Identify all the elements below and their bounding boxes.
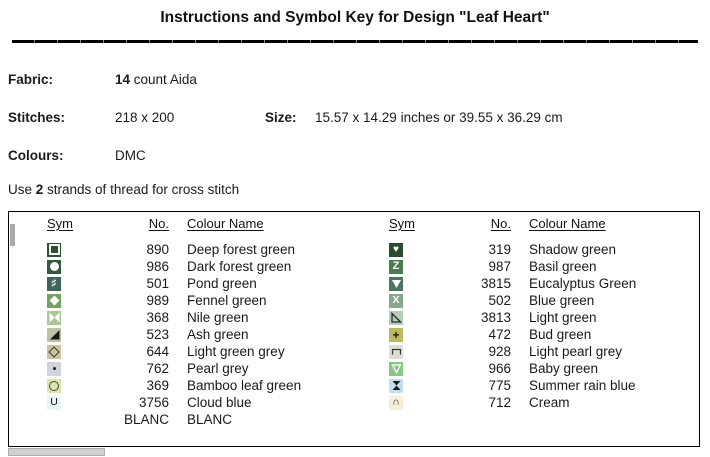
symbol-swatch: [47, 277, 61, 291]
symbol-swatch: [389, 311, 403, 325]
plus-icon: +: [392, 327, 400, 342]
key-row: [371, 360, 699, 377]
sym-header: Sym: [47, 216, 73, 231]
colour-name: Cream: [529, 395, 570, 410]
key-column-left: [9, 212, 371, 446]
stitches-row: [8, 110, 710, 126]
outline-triangle-down-icon: [390, 362, 403, 375]
symbol-swatch: [47, 362, 61, 376]
symbol-swatch: [389, 379, 403, 393]
symbol-swatch: [389, 345, 403, 359]
sharp-sign-icon: ♯: [51, 277, 57, 289]
size-label: Size:: [265, 110, 297, 125]
title-divider: [12, 40, 698, 43]
colour-name: BLANC: [187, 412, 233, 427]
filled-diamond-icon: [51, 297, 58, 304]
symbol-swatch: [389, 243, 403, 257]
outline-diamond-icon: [50, 348, 58, 356]
size-value: 15.57 x 14.29 inches or 39.55 x 36.29 cm: [315, 110, 563, 125]
symbol-swatch: [47, 311, 61, 325]
letter-z-icon: Z: [392, 260, 400, 272]
dmc-number: 987: [488, 259, 511, 274]
fabric-count: 14: [115, 72, 131, 87]
fabric-row: [8, 72, 710, 88]
colour-name-header: Colour Name: [187, 216, 264, 231]
dmc-number: 986: [146, 259, 169, 274]
dmc-number: 712: [488, 395, 511, 410]
dmc-number: 928: [488, 344, 511, 359]
key-header: [9, 216, 371, 233]
symbol-swatch: [47, 294, 61, 308]
symbol-swatch: [47, 260, 61, 274]
key-row: [371, 241, 699, 258]
colour-name: Deep forest green: [187, 242, 296, 257]
hourglass-icon: [390, 379, 403, 392]
colour-name: Baby green: [529, 361, 599, 376]
colours-label: Colours:: [8, 148, 64, 163]
dmc-number: 3756: [138, 395, 169, 410]
colours-value: DMC: [115, 148, 146, 163]
dmc-number: 369: [146, 378, 169, 393]
filled-triangle-br-icon: [48, 328, 61, 341]
key-row: [9, 241, 371, 258]
colour-name: Nile green: [187, 310, 249, 325]
colour-name: Pearl grey: [187, 361, 249, 376]
horizontal-scrollbar-thumb[interactable]: [8, 448, 105, 456]
open-rect-icon: [390, 345, 403, 358]
colour-name: Summer rain blue: [529, 378, 636, 393]
colour-name: Fennel green: [187, 293, 267, 308]
colour-name: Blue green: [529, 293, 595, 308]
heart-icon: ♥: [393, 243, 399, 255]
key-row: [371, 377, 699, 394]
symbol-swatch: [389, 328, 403, 342]
number-header: No.: [490, 216, 511, 231]
note-strand-count: 2: [35, 182, 44, 197]
key-row: [9, 377, 371, 394]
dmc-number: 501: [146, 276, 169, 291]
dmc-number: 775: [488, 378, 511, 393]
key-row: [371, 326, 699, 343]
dmc-number: 319: [488, 242, 511, 257]
dmc-number: 890: [146, 242, 169, 257]
dmc-number: 523: [146, 327, 169, 342]
number-header: No.: [148, 216, 169, 231]
colour-name: Pond green: [187, 276, 257, 291]
key-row: [9, 326, 371, 343]
dmc-number: 472: [488, 327, 511, 342]
key-row: [371, 292, 699, 309]
note-prefix: Use: [8, 182, 36, 197]
dmc-number: 644: [146, 344, 169, 359]
key-rows-left: [9, 241, 371, 428]
note-rest: strands of thread for cross stitch: [43, 182, 240, 197]
page-title: Instructions and Symbol Key for Design "Leaf Heart": [160, 9, 550, 26]
key-row: [371, 258, 699, 275]
colour-name: Bud green: [529, 327, 592, 342]
symbol-swatch: [389, 362, 403, 376]
colour-name: Dark forest green: [187, 259, 292, 274]
colour-name: Ash green: [187, 327, 249, 342]
key-rows-right: [371, 241, 699, 411]
bowtie-icon: [48, 311, 61, 324]
key-row: [9, 258, 371, 275]
dmc-number: 3815: [480, 276, 511, 291]
fabric-value: count Aida: [130, 72, 197, 87]
colour-name: Eucalyptus Green: [529, 276, 637, 291]
symbol-key-table: [8, 211, 700, 447]
key-row: [9, 343, 371, 360]
key-row: [9, 309, 371, 326]
colour-name: Shadow green: [529, 242, 617, 257]
vertical-scrollbar-thumb[interactable]: [10, 224, 15, 246]
key-row: [9, 292, 371, 309]
outline-triangle-bl-icon: [390, 311, 403, 324]
symbol-swatch: [47, 396, 61, 410]
key-row: [9, 275, 371, 292]
colour-name-header: Colour Name: [529, 216, 606, 231]
stitches-value: 218 x 200: [115, 110, 175, 125]
dmc-number: 966: [488, 361, 511, 376]
dot-icon: [53, 367, 56, 370]
symbol-swatch: [47, 243, 61, 257]
symbol-swatch: [47, 328, 61, 342]
dmc-number: 502: [488, 293, 511, 308]
symbol-swatch: [389, 277, 403, 291]
stitches-label: Stitches:: [8, 110, 66, 125]
letter-u-icon: U: [50, 396, 58, 409]
cap-icon: ∩: [392, 396, 400, 409]
filled-circle-icon: [50, 262, 59, 271]
symbol-swatch: [389, 294, 403, 308]
key-row: [9, 411, 371, 428]
filled-triangle-down-icon: [390, 277, 403, 290]
key-column-right: [371, 212, 699, 446]
dmc-number: BLANC: [123, 412, 169, 427]
colour-name: Light green grey: [187, 344, 285, 359]
outline-square-icon: [49, 244, 60, 255]
key-row: [371, 309, 699, 326]
symbol-swatch: [47, 413, 61, 427]
colour-name: Light pearl grey: [529, 344, 623, 359]
colour-name: Light green: [529, 310, 597, 325]
strands-note: [8, 182, 710, 198]
key-row: [371, 275, 699, 292]
colour-name: Cloud blue: [187, 395, 252, 410]
key-header: [371, 216, 699, 233]
symbol-swatch: [47, 345, 61, 359]
key-row: [9, 360, 371, 377]
symbol-swatch: [47, 379, 61, 393]
dmc-number: 368: [146, 310, 169, 325]
key-row: [371, 394, 699, 411]
symbol-swatch: [389, 396, 403, 410]
fabric-label: Fabric:: [8, 72, 54, 87]
sym-header: Sym: [389, 216, 415, 231]
dmc-number: 3813: [480, 310, 511, 325]
colours-row: [8, 148, 710, 164]
letter-x-icon: X: [392, 294, 400, 307]
outline-circle-icon: [49, 381, 59, 391]
symbol-swatch: [389, 260, 403, 274]
colour-name: Bamboo leaf green: [187, 378, 302, 393]
colour-name: Basil green: [529, 259, 597, 274]
dmc-number: 762: [146, 361, 169, 376]
key-row: [371, 343, 699, 360]
dmc-number: 989: [146, 293, 169, 308]
key-row: [9, 394, 371, 411]
